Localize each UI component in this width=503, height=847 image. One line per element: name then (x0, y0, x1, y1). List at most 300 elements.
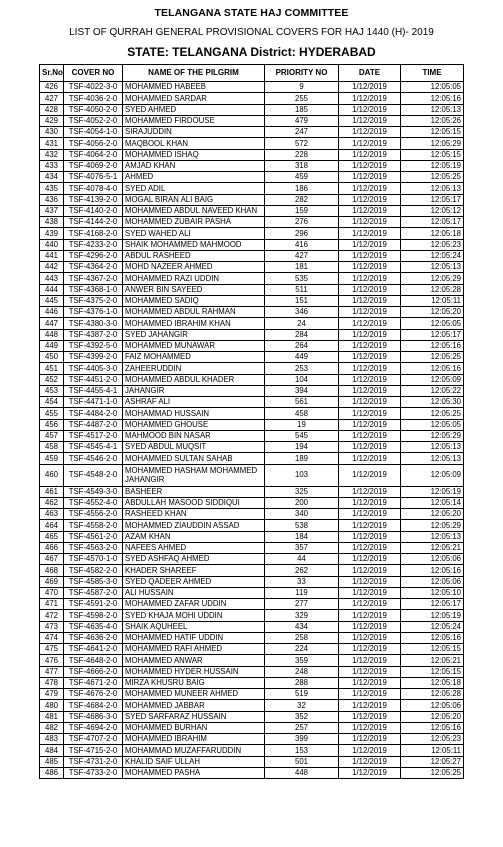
date-cell: 1/12/2019 (339, 408, 401, 419)
sr-no-cell: 479 (40, 689, 64, 700)
sr-no-cell: 446 (40, 307, 64, 318)
pilgrim-name-cell: MOHAMMED SADIQ (123, 295, 265, 306)
sr-no-cell: 476 (40, 655, 64, 666)
cover-no-cell: TSF-4671-2-0 (64, 677, 123, 688)
sr-no-cell: 478 (40, 677, 64, 688)
time-cell: 12:05:15 (401, 149, 464, 160)
pilgrim-name-cell: FAIZ MOHAMMED (123, 352, 265, 363)
cover-no-cell: TSF-4376-1-0 (64, 307, 123, 318)
cover-no-cell: TSF-4585-3-0 (64, 576, 123, 587)
pilgrim-name-cell: MOHAMMED ISHAQ (123, 149, 265, 160)
time-cell: 12:05:13 (401, 442, 464, 453)
state-district-line: STATE: TELANGANA District: HYDERABAD (127, 45, 376, 59)
table-row (40, 509, 464, 520)
date-cell: 1/12/2019 (339, 172, 401, 183)
time-cell: 12:05:29 (401, 520, 464, 531)
time-cell: 12:05:25 (401, 767, 464, 778)
column-header-pilgrim-name: NAME OF THE PILGRIM (123, 65, 265, 82)
priority-no-cell: 189 (265, 453, 339, 464)
cover-no-cell: TSF-4549-3-0 (64, 486, 123, 497)
priority-no-cell: 264 (265, 340, 339, 351)
pilgrim-name-cell: MOHAMMED HYDER HUSSAIN (123, 666, 265, 677)
pilgrim-name-cell: MOHAMMAD HUSSAIN (123, 408, 265, 419)
sr-no-cell: 475 (40, 644, 64, 655)
priority-no-cell: 318 (265, 160, 339, 171)
pilgrim-name-cell: MOHAMMED HASHAM MOHAMMED JAHANGIR (123, 464, 265, 486)
time-cell: 12:05:06 (401, 554, 464, 565)
pilgrim-name-cell: SHAIK AQUHEEL (123, 621, 265, 632)
time-cell: 12:05:13 (401, 453, 464, 464)
cover-no-cell: TSF-4375-2-0 (64, 295, 123, 306)
table-row (40, 767, 464, 778)
cover-no-cell: TSF-4676-2-0 (64, 689, 123, 700)
sr-no-cell: 426 (40, 82, 64, 93)
priority-no-cell: 253 (265, 363, 339, 374)
date-cell: 1/12/2019 (339, 486, 401, 497)
date-cell: 1/12/2019 (339, 397, 401, 408)
date-cell: 1/12/2019 (339, 677, 401, 688)
sr-no-cell: 447 (40, 318, 64, 329)
priority-no-cell: 255 (265, 93, 339, 104)
sr-no-cell: 463 (40, 509, 64, 520)
cover-no-cell: TSF-4233-2-0 (64, 239, 123, 250)
sr-no-cell: 477 (40, 666, 64, 677)
date-cell: 1/12/2019 (339, 284, 401, 295)
date-cell: 1/12/2019 (339, 520, 401, 531)
time-cell: 12:05:13 (401, 183, 464, 194)
date-cell: 1/12/2019 (339, 194, 401, 205)
time-cell: 12:05:29 (401, 430, 464, 441)
pilgrim-name-cell: SYED QADEER AHMED (123, 576, 265, 587)
priority-no-cell: 357 (265, 542, 339, 553)
table-row (40, 93, 464, 104)
time-cell: 12:05:13 (401, 262, 464, 273)
date-cell: 1/12/2019 (339, 115, 401, 126)
sr-no-cell: 432 (40, 149, 64, 160)
pilgrim-name-cell: SYED SARFARAZ HUSSAIN (123, 711, 265, 722)
priority-no-cell: 479 (265, 115, 339, 126)
priority-no-cell: 459 (265, 172, 339, 183)
table-row (40, 689, 464, 700)
table-row (40, 127, 464, 138)
table-row (40, 160, 464, 171)
sr-no-cell: 450 (40, 352, 64, 363)
column-header-time: TIME (401, 65, 464, 82)
cover-no-cell: TSF-4296-2-0 (64, 250, 123, 261)
pilgrim-name-cell: MOHAMMED ANWAR (123, 655, 265, 666)
time-cell: 12:05:17 (401, 217, 464, 228)
priority-no-cell: 394 (265, 385, 339, 396)
sr-no-cell: 449 (40, 340, 64, 351)
sr-no-cell: 470 (40, 587, 64, 598)
table-row (40, 621, 464, 632)
time-cell: 12:05:10 (401, 587, 464, 598)
time-cell: 12:05:16 (401, 363, 464, 374)
time-cell: 12:05:05 (401, 419, 464, 430)
cover-no-cell: TSF-4545-4-1 (64, 442, 123, 453)
table-row (40, 554, 464, 565)
pilgrim-name-cell: MOHAMMED ZAFAR UDDIN (123, 599, 265, 610)
table-row (40, 666, 464, 677)
date-cell: 1/12/2019 (339, 442, 401, 453)
cover-no-cell: TSF-4715-2-0 (64, 745, 123, 756)
sr-no-cell: 471 (40, 599, 64, 610)
priority-no-cell: 247 (265, 127, 339, 138)
priority-no-cell: 501 (265, 756, 339, 767)
pilgrim-name-cell: SYED WAHED ALI (123, 228, 265, 239)
date-cell: 1/12/2019 (339, 374, 401, 385)
cover-no-cell: TSF-4487-2-0 (64, 419, 123, 430)
priority-no-cell: 340 (265, 509, 339, 520)
date-cell: 1/12/2019 (339, 228, 401, 239)
priority-no-cell: 185 (265, 104, 339, 115)
date-cell: 1/12/2019 (339, 183, 401, 194)
pilgrim-name-cell: MOHAMMED ZUBAIR PASHA (123, 217, 265, 228)
time-cell: 12:05:11 (401, 295, 464, 306)
sr-no-cell: 462 (40, 497, 64, 508)
priority-no-cell: 449 (265, 352, 339, 363)
priority-no-cell: 434 (265, 621, 339, 632)
priority-no-cell: 103 (265, 464, 339, 486)
cover-no-cell: TSF-4022-3-0 (64, 82, 123, 93)
table-row (40, 363, 464, 374)
priority-no-cell: 159 (265, 205, 339, 216)
priority-no-cell: 427 (265, 250, 339, 261)
date-cell: 1/12/2019 (339, 565, 401, 576)
date-cell: 1/12/2019 (339, 352, 401, 363)
table-row (40, 453, 464, 464)
time-cell: 12:05:25 (401, 352, 464, 363)
pilgrim-name-cell: MOHAMMED RAFI AHMED (123, 644, 265, 655)
time-cell: 12:05:12 (401, 205, 464, 216)
cover-no-cell: TSF-4368-1-0 (64, 284, 123, 295)
time-cell: 12:05:18 (401, 228, 464, 239)
table-row (40, 722, 464, 733)
table-row (40, 655, 464, 666)
date-cell: 1/12/2019 (339, 430, 401, 441)
table-row (40, 374, 464, 385)
cover-no-cell: TSF-4636-2-0 (64, 632, 123, 643)
cover-no-cell: TSF-4666-2-0 (64, 666, 123, 677)
pilgrim-name-cell: MOHAMMAD MUZAFFARUDDIN (123, 745, 265, 756)
priority-no-cell: 228 (265, 149, 339, 160)
cover-no-cell: TSF-4144-2-0 (64, 217, 123, 228)
table-row (40, 565, 464, 576)
date-cell: 1/12/2019 (339, 734, 401, 745)
sr-no-cell: 429 (40, 115, 64, 126)
sr-no-cell: 460 (40, 464, 64, 486)
date-cell: 1/12/2019 (339, 419, 401, 430)
date-cell: 1/12/2019 (339, 104, 401, 115)
table-row (40, 430, 464, 441)
table-row (40, 307, 464, 318)
sr-no-cell: 436 (40, 194, 64, 205)
priority-no-cell: 119 (265, 587, 339, 598)
pilgrim-name-cell: SYED KHAJA MOHI UDDIN (123, 610, 265, 621)
priority-no-cell: 346 (265, 307, 339, 318)
table-row (40, 183, 464, 194)
date-cell: 1/12/2019 (339, 554, 401, 565)
pilgrim-name-cell: MOHAMMED SARDAR (123, 93, 265, 104)
sr-no-cell: 452 (40, 374, 64, 385)
cover-no-cell: TSF-4380-3-0 (64, 318, 123, 329)
sr-no-cell: 455 (40, 408, 64, 419)
priority-no-cell: 257 (265, 722, 339, 733)
table-row (40, 262, 464, 273)
time-cell: 12:05:06 (401, 576, 464, 587)
sr-no-cell: 435 (40, 183, 64, 194)
date-cell: 1/12/2019 (339, 576, 401, 587)
date-cell: 1/12/2019 (339, 700, 401, 711)
date-cell: 1/12/2019 (339, 295, 401, 306)
column-header-priority-no: PRIORITY NO (265, 65, 339, 82)
table-row (40, 711, 464, 722)
time-cell: 12:05:19 (401, 610, 464, 621)
time-cell: 12:05:28 (401, 689, 464, 700)
date-cell: 1/12/2019 (339, 318, 401, 329)
sr-no-cell: 428 (40, 104, 64, 115)
table-row (40, 734, 464, 745)
pilgrim-name-cell: MOHAMMED PASHA (123, 767, 265, 778)
pilgrim-name-cell: RASHEED KHAN (123, 509, 265, 520)
date-cell: 1/12/2019 (339, 363, 401, 374)
time-cell: 12:05:05 (401, 82, 464, 93)
table-row (40, 104, 464, 115)
priority-no-cell: 44 (265, 554, 339, 565)
pilgrim-name-cell: MIRZA KHUSRU BAIG (123, 677, 265, 688)
cover-no-cell: TSF-4598-2-0 (64, 610, 123, 621)
cover-no-cell: TSF-4591-2-0 (64, 599, 123, 610)
time-cell: 12:05:13 (401, 531, 464, 542)
sr-no-cell: 486 (40, 767, 64, 778)
time-cell: 12:05:06 (401, 700, 464, 711)
date-cell: 1/12/2019 (339, 610, 401, 621)
pilgrim-name-cell: MOHAMMED MUNAWAR (123, 340, 265, 351)
pilgrim-name-cell: MOHAMMED RAZI UDDIN (123, 273, 265, 284)
pilgrim-name-cell: MOHD NAZEER AHMED (123, 262, 265, 273)
sr-no-cell: 480 (40, 700, 64, 711)
time-cell: 12:05:17 (401, 329, 464, 340)
table-row (40, 644, 464, 655)
pilgrim-name-cell: ABDULLAH MASOOD SIDDIQUI (123, 497, 265, 508)
cover-no-cell: TSF-4648-2-0 (64, 655, 123, 666)
pilgrim-name-cell: SYED ADIL (123, 183, 265, 194)
table-row (40, 542, 464, 553)
pilgrim-table (39, 64, 464, 779)
pilgrim-name-cell: MOHAMMED IBRAHIM (123, 734, 265, 745)
date-cell: 1/12/2019 (339, 138, 401, 149)
sr-no-cell: 481 (40, 711, 64, 722)
time-cell: 12:05:15 (401, 127, 464, 138)
date-cell: 1/12/2019 (339, 93, 401, 104)
sr-no-cell: 468 (40, 565, 64, 576)
time-cell: 12:05:27 (401, 756, 464, 767)
priority-no-cell: 194 (265, 442, 339, 453)
priority-no-cell: 24 (265, 318, 339, 329)
priority-no-cell: 276 (265, 217, 339, 228)
time-cell: 12:05:16 (401, 93, 464, 104)
cover-no-cell: TSF-4451-2-0 (64, 374, 123, 385)
pilgrim-name-cell: SYED ABDUL MUQSIT (123, 442, 265, 453)
table-row (40, 632, 464, 643)
cover-no-cell: TSF-4367-2-0 (64, 273, 123, 284)
cover-no-cell: TSF-4558-2-0 (64, 520, 123, 531)
date-cell: 1/12/2019 (339, 722, 401, 733)
time-cell: 12:05:20 (401, 711, 464, 722)
time-cell: 12:05:09 (401, 374, 464, 385)
pilgrim-name-cell: MOHAMMED BURHAN (123, 722, 265, 733)
cover-no-cell: TSF-4392-5-0 (64, 340, 123, 351)
pilgrim-name-cell: BASHEER (123, 486, 265, 497)
cover-no-cell: TSF-4387-2-0 (64, 329, 123, 340)
pilgrim-name-cell: AZAM KHAN (123, 531, 265, 542)
time-cell: 12:05:15 (401, 644, 464, 655)
priority-no-cell: 352 (265, 711, 339, 722)
table-row (40, 486, 464, 497)
pilgrim-name-cell: MOHAMMED HATIF UDDIN (123, 632, 265, 643)
date-cell: 1/12/2019 (339, 497, 401, 508)
pilgrim-name-cell: SYED JAHANGIR (123, 329, 265, 340)
time-cell: 12:05:16 (401, 565, 464, 576)
sr-no-cell: 465 (40, 531, 64, 542)
table-row (40, 677, 464, 688)
priority-no-cell: 296 (265, 228, 339, 239)
cover-no-cell: TSF-4036-2-0 (64, 93, 123, 104)
sr-no-cell: 484 (40, 745, 64, 756)
pilgrim-name-cell: MOHAMMED HABEEB (123, 82, 265, 93)
sr-no-cell: 439 (40, 228, 64, 239)
priority-no-cell: 277 (265, 599, 339, 610)
table-body (40, 82, 464, 779)
priority-no-cell: 416 (265, 239, 339, 250)
sr-no-cell: 434 (40, 172, 64, 183)
sr-no-cell: 443 (40, 273, 64, 284)
sr-no-cell: 433 (40, 160, 64, 171)
cover-no-cell: TSF-4140-2-0 (64, 205, 123, 216)
cover-no-cell: TSF-4548-2-0 (64, 464, 123, 486)
cover-no-cell: TSF-4561-2-0 (64, 531, 123, 542)
priority-no-cell: 200 (265, 497, 339, 508)
cover-no-cell: TSF-4076-5-1 (64, 172, 123, 183)
priority-no-cell: 572 (265, 138, 339, 149)
table-row (40, 531, 464, 542)
sr-no-cell: 461 (40, 486, 64, 497)
pilgrim-name-cell: JAHANGIR (123, 385, 265, 396)
cover-no-cell: TSF-4517-2-0 (64, 430, 123, 441)
time-cell: 12:05:16 (401, 340, 464, 351)
sr-no-cell: 467 (40, 554, 64, 565)
table-row (40, 497, 464, 508)
pilgrim-name-cell: MOHAMMED ABDUL KHADER (123, 374, 265, 385)
table-row (40, 284, 464, 295)
priority-no-cell: 262 (265, 565, 339, 576)
date-cell: 1/12/2019 (339, 689, 401, 700)
sr-no-cell: 430 (40, 127, 64, 138)
date-cell: 1/12/2019 (339, 666, 401, 677)
cover-no-cell: TSF-4471-1-0 (64, 397, 123, 408)
time-cell: 12:05:13 (401, 104, 464, 115)
time-cell: 12:05:29 (401, 273, 464, 284)
time-cell: 12:05:21 (401, 655, 464, 666)
cover-no-cell: TSF-4635-4-0 (64, 621, 123, 632)
table-row (40, 587, 464, 598)
time-cell: 12:05:23 (401, 239, 464, 250)
table-header-row (40, 65, 464, 82)
cover-no-cell: TSF-4582-2-0 (64, 565, 123, 576)
pilgrim-name-cell: MOGAL BIRAN ALI BAIG (123, 194, 265, 205)
cover-no-cell: TSF-4399-2-0 (64, 352, 123, 363)
priority-no-cell: 538 (265, 520, 339, 531)
table-row (40, 172, 464, 183)
pilgrim-name-cell: ALI HUSSAIN (123, 587, 265, 598)
cover-no-cell: TSF-4455-4-1 (64, 385, 123, 396)
priority-no-cell: 224 (265, 644, 339, 655)
sr-no-cell: 456 (40, 419, 64, 430)
cover-no-cell: TSF-4052-2-0 (64, 115, 123, 126)
cover-no-cell: TSF-4686-3-0 (64, 711, 123, 722)
priority-no-cell: 32 (265, 700, 339, 711)
date-cell: 1/12/2019 (339, 587, 401, 598)
date-cell: 1/12/2019 (339, 464, 401, 486)
time-cell: 12:05:19 (401, 160, 464, 171)
table-row (40, 295, 464, 306)
priority-no-cell: 186 (265, 183, 339, 194)
table-row (40, 745, 464, 756)
sr-no-cell: 482 (40, 722, 64, 733)
cover-no-cell: TSF-4570-1-0 (64, 554, 123, 565)
pilgrim-name-cell: MAHMOOD BIN NASAR (123, 430, 265, 441)
cover-no-cell: TSF-4139-2-0 (64, 194, 123, 205)
time-cell: 12:05:14 (401, 497, 464, 508)
column-header-date: DATE (339, 65, 401, 82)
table-row (40, 205, 464, 216)
pilgrim-name-cell: MOHAMMED ZIAUDDIN ASSAD (123, 520, 265, 531)
table-row (40, 273, 464, 284)
table-row (40, 194, 464, 205)
table-row (40, 700, 464, 711)
table-row (40, 239, 464, 250)
priority-no-cell: 104 (265, 374, 339, 385)
table-row (40, 408, 464, 419)
sr-no-cell: 431 (40, 138, 64, 149)
cover-no-cell: TSF-4168-2-0 (64, 228, 123, 239)
time-cell: 12:05:20 (401, 509, 464, 520)
table-row (40, 385, 464, 396)
time-cell: 12:05:18 (401, 677, 464, 688)
time-cell: 12:05:29 (401, 138, 464, 149)
sr-no-cell: 448 (40, 329, 64, 340)
sr-no-cell: 472 (40, 610, 64, 621)
cover-no-cell: TSF-4552-4-0 (64, 497, 123, 508)
sr-no-cell: 457 (40, 430, 64, 441)
time-cell: 12:05:20 (401, 307, 464, 318)
pilgrim-name-cell: AMJAD KHAN (123, 160, 265, 171)
pilgrim-name-cell: MOHAMMED MUNEER AHMED (123, 689, 265, 700)
sr-no-cell: 469 (40, 576, 64, 587)
date-cell: 1/12/2019 (339, 127, 401, 138)
date-cell: 1/12/2019 (339, 340, 401, 351)
pilgrim-name-cell: MOHAMMED JABBAR (123, 700, 265, 711)
pilgrim-name-cell: KHADER SHAREEF (123, 565, 265, 576)
table-row (40, 149, 464, 160)
table-row (40, 419, 464, 430)
priority-no-cell: 258 (265, 632, 339, 643)
priority-no-cell: 448 (265, 767, 339, 778)
cover-no-cell: TSF-4731-2-0 (64, 756, 123, 767)
time-cell: 12:05:17 (401, 194, 464, 205)
sr-no-cell: 451 (40, 363, 64, 374)
priority-no-cell: 325 (265, 486, 339, 497)
